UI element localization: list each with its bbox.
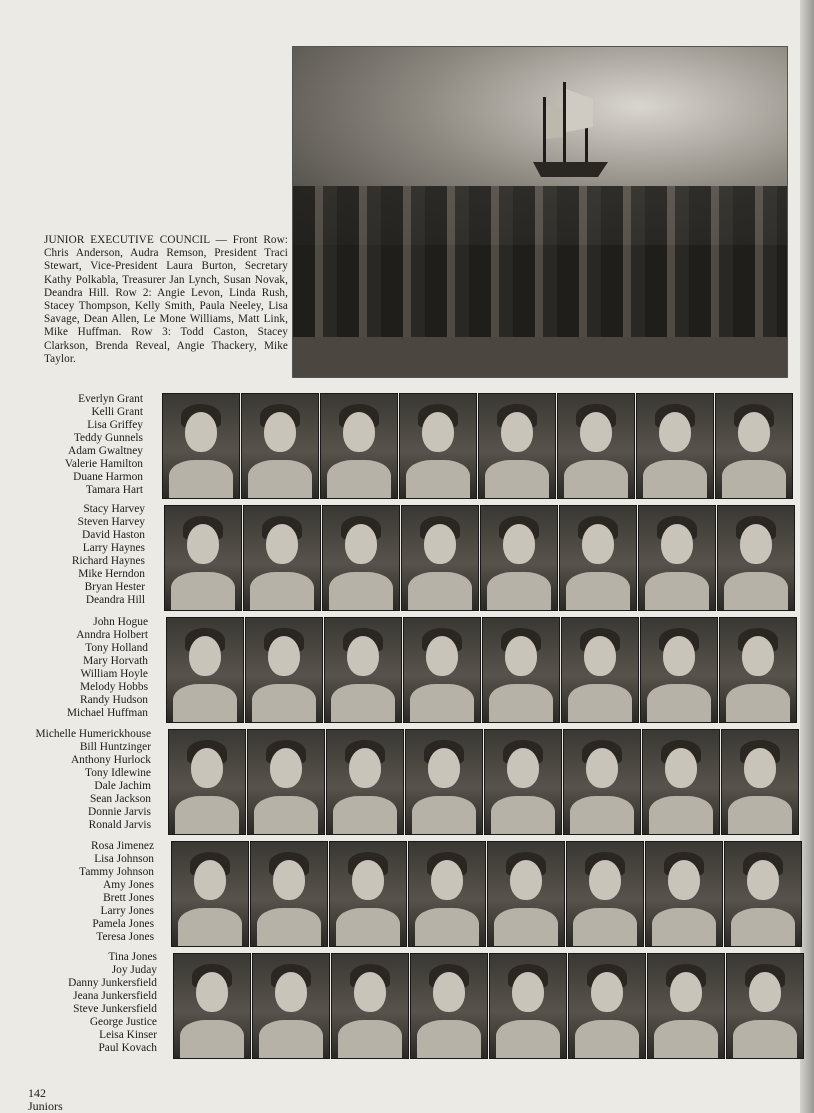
student-name: Dale Jachim xyxy=(94,780,151,792)
student-portrait xyxy=(561,617,639,723)
student-portrait xyxy=(252,953,330,1059)
student-portrait xyxy=(171,841,249,947)
name-list-row-1 xyxy=(0,393,143,497)
student-name: Deandra Hill xyxy=(85,594,145,606)
student-name: Bill Huntzinger xyxy=(79,741,151,753)
student-name: Anndra Holbert xyxy=(76,629,148,641)
page-number: 142 xyxy=(28,1086,46,1100)
student-name: Richard Haynes xyxy=(71,555,145,567)
student-portrait xyxy=(487,841,565,947)
student-name: Tony Idlewine xyxy=(85,767,151,779)
student-name: Brett Jones xyxy=(103,892,154,904)
student-portrait xyxy=(247,729,325,835)
student-portrait xyxy=(326,729,404,835)
council-caption: JUNIOR EXECUTIVE COUNCIL — Front Row: Chris Anderson, Audra Remson, President Traci Stewart, Vice-President Laura Burton, Secretary Kathy Polkabla, Treasurer Jan Lynch, Susan Novak, Deandra Hill. Row 2: Angie Levon, Linda Rush, Stacey Thompson, Kelly Smith, Paula Neeley, Lisa Savage, Dean Allen, Le Mone Williams, Matt Link, Mike Huffman. Row 3: Todd Caston, Stacey Clarkson, Brenda Reveal, Angie Thackery, Mike Taylor. xyxy=(44,234,288,365)
student-portrait xyxy=(245,617,323,723)
student-portrait xyxy=(166,617,244,723)
student-name: Mike Herndon xyxy=(78,568,145,580)
student-name: Teresa Jones xyxy=(96,931,154,943)
ship-mural-icon xyxy=(523,77,613,187)
student-portrait xyxy=(241,393,319,499)
student-name: Teddy Gunnels xyxy=(73,432,143,444)
student-portrait xyxy=(322,505,400,611)
student-portrait xyxy=(408,841,486,947)
student-portrait xyxy=(642,729,720,835)
student-portrait xyxy=(719,617,797,723)
student-name: Rosa Jimenez xyxy=(91,840,154,852)
student-portrait xyxy=(721,729,799,835)
student-name: Sean Jackson xyxy=(89,793,151,805)
student-portrait xyxy=(563,729,641,835)
name-list-row-6 xyxy=(7,951,157,1055)
student-portrait xyxy=(715,393,793,499)
student-portrait xyxy=(405,729,483,835)
student-name: Tina Jones xyxy=(108,951,157,963)
student-portrait xyxy=(726,953,804,1059)
student-name: Duane Harmon xyxy=(73,471,143,483)
student-portrait xyxy=(566,841,644,947)
student-portrait xyxy=(647,953,725,1059)
student-portrait xyxy=(645,841,723,947)
student-name: Michael Huffman xyxy=(66,707,148,719)
student-portrait xyxy=(410,953,488,1059)
student-portrait xyxy=(559,505,637,611)
student-name: Amy Jones xyxy=(103,879,154,891)
student-name: Randy Hudson xyxy=(79,694,148,706)
student-name: David Haston xyxy=(82,529,145,541)
student-name: Danny Junkersfield xyxy=(68,977,157,989)
student-name: Anthony Hurlock xyxy=(70,754,151,766)
student-portrait xyxy=(489,953,567,1059)
page-edge xyxy=(800,0,814,1113)
name-list-row-3 xyxy=(0,616,148,720)
student-name: Pamela Jones xyxy=(92,918,154,930)
student-name: Jeana Junkersfield xyxy=(73,990,157,1002)
student-name: George Justice xyxy=(89,1016,157,1028)
student-name: Adam Gwaltney xyxy=(68,445,143,457)
student-portrait xyxy=(250,841,328,947)
student-name: Tony Holland xyxy=(85,642,148,654)
student-name: Joy Juday xyxy=(111,964,157,976)
student-name: Leisa Kinser xyxy=(99,1029,157,1041)
student-portrait xyxy=(482,617,560,723)
student-name: Ronald Jarvis xyxy=(88,819,151,831)
student-portrait xyxy=(640,617,718,723)
student-portrait xyxy=(568,953,646,1059)
student-name: Larry Haynes xyxy=(82,542,145,554)
student-name: Paul Kovach xyxy=(98,1042,157,1054)
student-name: Everlyn Grant xyxy=(78,393,143,405)
name-list-row-2 xyxy=(0,503,145,607)
student-portrait xyxy=(243,505,321,611)
student-name: Mary Horvath xyxy=(83,655,148,667)
student-name: Steve Junkersfield xyxy=(73,1003,157,1015)
student-portrait xyxy=(168,729,246,835)
student-portrait xyxy=(557,393,635,499)
student-portrait xyxy=(173,953,251,1059)
student-portrait xyxy=(480,505,558,611)
student-portrait xyxy=(717,505,795,611)
student-portrait xyxy=(329,841,407,947)
student-portrait xyxy=(638,505,716,611)
council-group-photo xyxy=(292,46,788,378)
student-name: Tamara Hart xyxy=(85,484,143,496)
student-portrait xyxy=(403,617,481,723)
student-portrait xyxy=(324,617,402,723)
student-name: Valerie Hamilton xyxy=(64,458,143,470)
student-portrait xyxy=(162,393,240,499)
student-name: Lisa Johnson xyxy=(94,853,154,865)
student-name: Larry Jones xyxy=(100,905,154,917)
name-list-row-4 xyxy=(1,728,151,832)
floor xyxy=(293,337,787,377)
student-portrait xyxy=(401,505,479,611)
student-portrait xyxy=(164,505,242,611)
student-portrait xyxy=(724,841,802,947)
student-name: Donnie Jarvis xyxy=(88,806,151,818)
student-name: John Hogue xyxy=(93,616,148,628)
student-portrait xyxy=(320,393,398,499)
student-name: Bryan Hester xyxy=(84,581,145,593)
folio xyxy=(28,1087,63,1113)
student-portrait xyxy=(331,953,409,1059)
student-name: Tammy Johnson xyxy=(79,866,154,878)
student-name: Stacy Harvey xyxy=(83,503,145,515)
student-name: Kelli Grant xyxy=(91,406,143,418)
section-label: Juniors xyxy=(28,1099,63,1113)
student-portrait xyxy=(478,393,556,499)
student-name: William Hoyle xyxy=(80,668,148,680)
student-name: Lisa Griffey xyxy=(87,419,143,431)
student-portrait xyxy=(399,393,477,499)
student-name: Melody Hobbs xyxy=(79,681,148,693)
student-name: Michelle Humerickhouse xyxy=(35,728,151,740)
name-list-row-5 xyxy=(4,840,154,944)
student-portrait xyxy=(484,729,562,835)
student-portrait xyxy=(636,393,714,499)
student-name: Steven Harvey xyxy=(77,516,145,528)
